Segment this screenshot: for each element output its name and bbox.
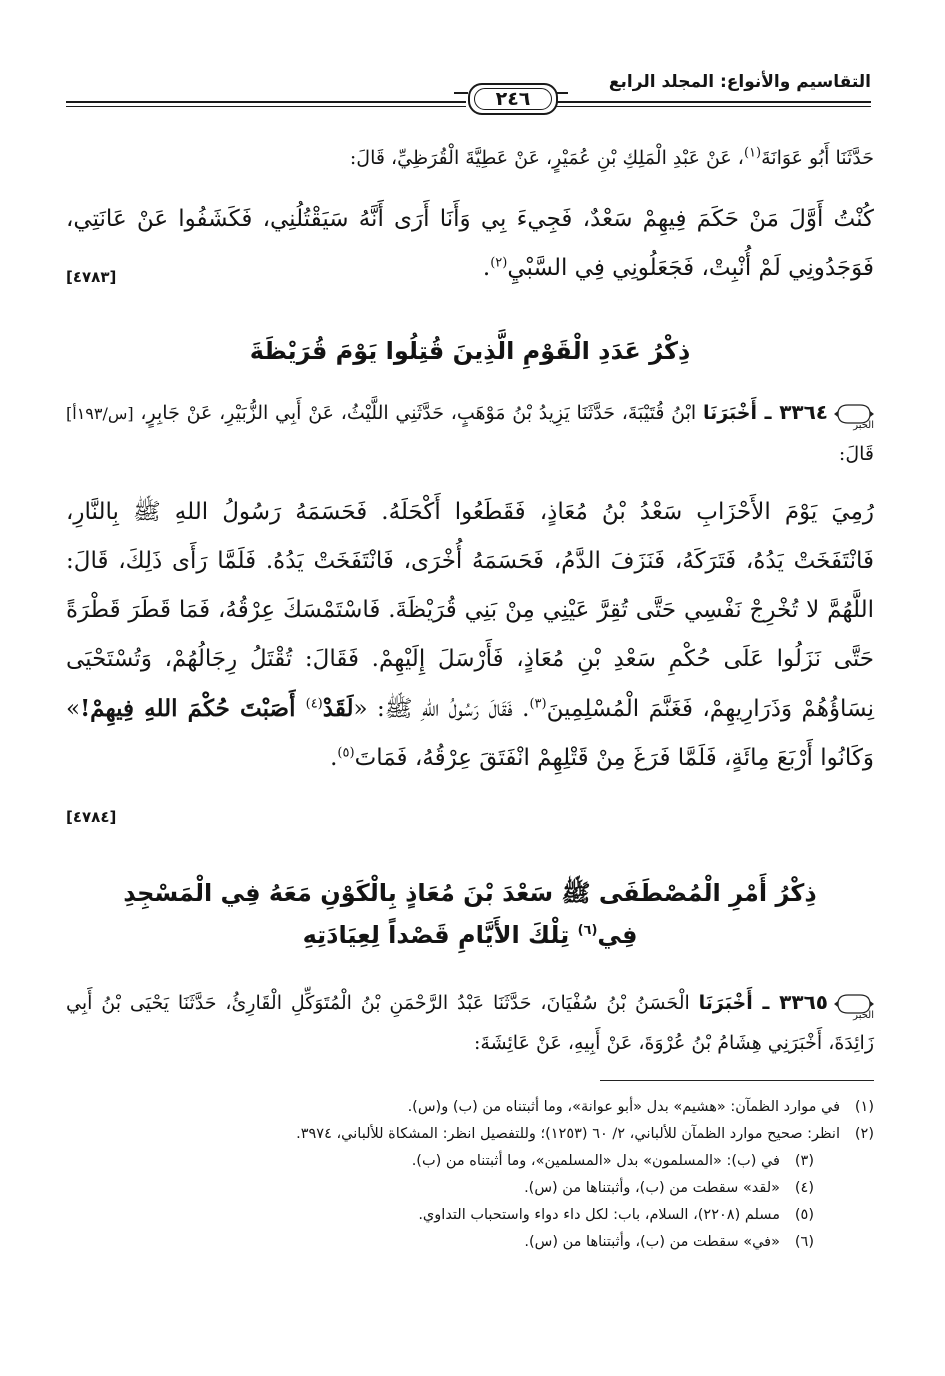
footnote: (٥)مسلم (٢٢٠٨)، السلام، باب: لكل داء دواء واستحباب التداوي. — [418, 1207, 814, 1223]
hadith-number: ٣٣٦٥ — [779, 990, 828, 1014]
manuscript-reference: [س/١٩٣أ] — [66, 404, 134, 423]
page-number: ٢٤٦ — [468, 83, 558, 115]
hadith-reference-number: [٤٧٨٤] — [66, 808, 117, 826]
footnote-separator — [600, 1080, 874, 1081]
matn-text: رُمِيَ يَوْمَ الأَحْزَابِ سَعْدُ بْنُ مُعَاذٍ، فَقَطَعُوا أَكْحَلَهُ. فَحَسَمَهُ رَسُولُ اللهِ ﷺ بِالنَّارِ، فَانْتَفَخَتْ يَدُهُ، فَتَرَكَهُ، فَنَزَفَ الدَّمُ، فَحَسَمَهُ أُخْرَى، فَانْتَفَخَتْ يَدُهُ. فَلَمَّا رَأَى ذَلِكَ، قَالَ: اللَّهُمَّ لا تُخْرِجْ نَفْسِي حَتَّى تُقِرَّ عَيْنِي مِنْ بَنِي قُرَيْظَةَ. فَاسْتَمْسَكَ عِرْقُهُ، فَمَا قَطَرَ قَطْرَةً حَتَّى نَزَلُوا عَلَى حُكْمِ سَعْدِ بْنِ مُعَاذٍ، فَأَرْسَلَ إِلَيْهِمْ. فَقَالَ: تُقْتَلُ رِجَالُهُمْ، وَتُسْتَحْيَى نِسَاؤُهُمْ وَذَرَارِيهِمْ، فَغَنَّمَ الْمُسْلِمِينَ$^{(٣)}$. فَقَالَ رَسُولُ اللهِ ﷺ: «لَقَدْ$^{(٤)}$ أَصَبْتَ حُكْمَ اللهِ فِيهِمْ!» وَكَانُوا أَرْبَعَ مِائَةٍ، فَلَمَّا فَرَغَ مِنْ قَتْلِهِمْ انْفَتَقَ عِرْقُهُ، فَمَاتَ$^{(٥)}$. — [66, 499, 874, 771]
hadith-isnad: الخبر ٣٣٦٤ ـ أَخْبَرَنَا ابْنُ قُتَيْبَةَ، حَدَّثَنَا يَزِيدُ بْنُ مَوْهَبٍ، حَدَّثَنِي اللَّيْثُ، عَنْ أَبِي الزُّبَيْرِ، عَنْ جَابِرٍ، [س/١٩٣أ] قَالَ: — [66, 400, 875, 465]
footnote-marker: (٣) — [529, 696, 547, 712]
footnote-marker: (٥) — [337, 745, 355, 761]
footnote: (٦)«في» سقطت من (ب)، وأثبتناها من (س). — [524, 1234, 814, 1250]
hadith-reference-number: [٤٧٨٣] — [66, 268, 117, 286]
header-ornament — [454, 92, 468, 94]
header-rule — [556, 101, 871, 103]
page-header — [66, 70, 871, 122]
footnotes — [66, 1094, 874, 1256]
footnote-marker: (١) — [743, 145, 762, 161]
hadith-isnad: الخبر ٣٣٦٥ ـ أَخْبَرَنَا الْحَسَنُ بْنُ سُفْيَانَ، حَدَّثَنَا عَبْدُ الرَّحْمَنِ بْنُ الْمُتَوَكِّلِ الْقَارِئُ، حَدَّثَنَا يَحْيَى بْنُ أَبِي زَائِدَةَ، أَخْبَرَنِي هِشَامُ بْنُ عُرْوَةَ، عَنْ أَبِيهِ، عَنْ عَائِشَةَ: — [66, 990, 874, 1054]
footnote-marker: (٤) — [305, 696, 323, 712]
footnote: (١)في موارد الظمآن: «هشيم» بدل «أبو عوانة»، وما أثبتناه من (ب) و(س). — [407, 1099, 874, 1115]
header-rule — [556, 106, 871, 107]
footnote-marker: (٢) — [490, 255, 508, 271]
matn-text: كُنْتُ أَوَّلَ مَنْ حَكَمَ فِيهِمْ سَعْدٌ، فَجِيءَ بِي وَأَنَا أَرَى أَنَّهُ سَيَقْتُلُنِي، فَكَشَفُوا عَنْ عَانَتِي، فَوَجَدُونِي لَمْ أُنْبِتْ، فَجَعَلُونِي فِي السَّبْيِ$^{(٢)}$. — [66, 206, 874, 281]
footnote-marker: (٦) — [577, 923, 598, 938]
section-heading: ذِكْرُ عَدَدِ الْقَوْمِ الَّذِينَ قُتِلُوا يَوْمَ قُرَيْظَةَ — [249, 337, 691, 365]
section-heading: ذِكْرُ أَمْرِ الْمُصْطَفَى ﷺ سَعْدَ بْنَ مُعَاذٍ بِالْكَوْنِ مَعَهُ فِي الْمَسْجِدِ فِي$^{(٦)}$ تِلْكَ الأَيَّامِ قَصْداً لِعِيَادَتِهِ — [123, 879, 817, 949]
isnad-line: حَدَّثَنَا أَبُو عَوَانَةَ$^{(١)}$، عَنْ عَبْدِ الْمَلِكِ بْنِ عُمَيْرٍ، عَنْ عَطِيَّةَ الْقُرَظِيِّ، قَالَ: — [349, 145, 874, 169]
footnote: (٣)في (ب): «المسلمون» بدل «المسلمين»، وما أثبتناه من (ب). — [411, 1153, 814, 1169]
header-rule — [66, 106, 466, 107]
header-rule — [66, 101, 466, 103]
running-title: التقاسيم والأنواع: المجلد الرابع — [608, 72, 871, 92]
footnote: (٢)انظر: صحيح موارد الظمآن للألباني، ٢/ ٦٠ (١٢٥٣)؛ وللتفصيل انظر: المشكاة للألباني، ٣٩٧٤. — [296, 1126, 874, 1142]
footnote: (٤)«لقد» سقطت من (ب)، وأثبتناها من (س). — [524, 1180, 814, 1196]
khabar-badge-icon: الخبر — [834, 993, 874, 1015]
khabar-badge-icon: الخبر — [834, 403, 874, 425]
hadith-number: ٣٣٦٤ — [779, 400, 829, 424]
